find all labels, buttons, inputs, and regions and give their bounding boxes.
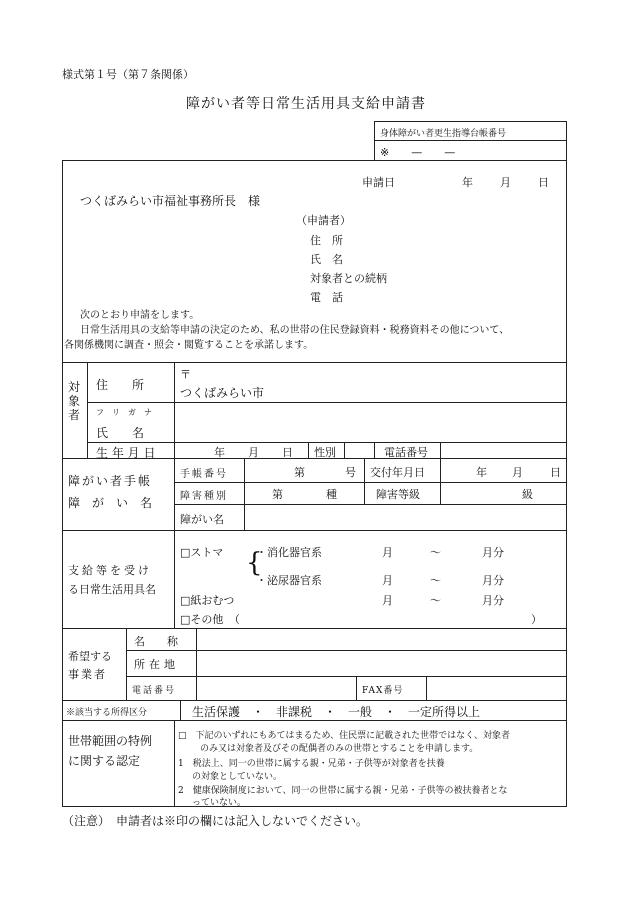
footer-note: （注意） 申請者は※印の欄には記入しないでください。 [62,814,369,828]
special-line-6: っていない。 [192,798,247,808]
dob-day: 日 [282,446,293,459]
form-number: 様式第１号（第７条関係） [62,68,194,81]
register-number-value: ※ — — [380,146,456,159]
subject-name-label: 氏 名 [96,426,145,440]
urinary-option: ・泌尿器官系 [256,574,322,587]
special-checkbox-line[interactable]: □ 下記のいずれにもあてはまるため、住民票に記載された世帯ではなく、対象者 [178,731,510,741]
date-day: 日 [538,176,549,189]
urinary-tilde: 〜 [430,574,441,587]
applicant-heading: （申請者） [296,214,351,227]
disability-type-label: 障害種別 [180,491,228,502]
dob-month: 月 [248,446,259,459]
postal-mark: 〒 [180,368,191,381]
subject-phone-label: 電話番号 [384,446,428,459]
application-date-label: 申請日 [362,176,395,189]
disability-name-label: 障がい名 [180,513,224,526]
digestive-month-from: 月 [382,546,393,559]
diaper-month-to: 月分 [482,594,504,607]
special-line-2: のみ又は対象者及びその配偶者のみの世帯とすることを申請します。 [200,744,479,754]
provider-section-label: 希望する [68,650,112,663]
digestive-option: ・消化器官系 [256,546,322,559]
dob-year: 年 [214,446,225,459]
stoma-checkbox[interactable]: □ストマ [180,546,224,559]
special-line-5: 2 健康保険制度において、同一の世帯に属する親・兄弟・子供等の被扶養者とな [178,786,508,796]
stoma-brace: { [246,548,263,578]
disability-section-label: 障 が い 名 [68,496,153,510]
dob-label: 生 年 月 日 [96,446,156,460]
sex-label: 性別 [314,446,336,459]
urinary-month-to: 月分 [482,574,504,587]
urinary-month-from: 月 [382,574,393,587]
income-options[interactable]: 生活保護 ・ 非課税 ・ 一般 ・ 一定所得以上 [192,705,481,719]
supplies-section-label-2: る日常生活用具名 [68,583,156,596]
special-section-label-2: に関する認定 [68,754,141,768]
statement-consent-1: 日常生活用具の支給等申請の決定のため、私の世帯の住民登録資料・税務資料その他について、 [80,325,510,336]
applicant-name-label: 氏 名 [310,253,343,266]
diaper-tilde: 〜 [430,594,441,607]
applicant-relation-label: 対象者との続柄 [310,272,387,285]
provider-section-label-2: 事業者 [68,668,107,681]
page-title: 障がい者等日常生活用具支給申請書 [186,96,426,112]
handbook-number-suffix: 号 [345,466,356,479]
disability-type-prefix: 第 [272,488,283,501]
provider-location-label: 所在地 [134,658,179,671]
other-close: ） [531,613,542,626]
addressee: つくばみらい市福祉事務所長 様 [80,194,261,208]
statement-consent-2: 各関係機関に調査・照会・閲覧することを承諾します。 [64,340,314,351]
special-line-4: の対象としていない。 [192,772,283,782]
disability-grade-suffix: 級 [522,488,533,501]
subject-section-label: 対象者 [68,380,81,422]
supplies-section-label: 支給等を受け [68,564,152,577]
statement-intro: 次のとおり申請をします。 [80,310,200,321]
date-month: 月 [500,176,511,189]
register-number-label: 身体障がい者更生指導台帳番号 [380,129,507,139]
issue-year: 年 [476,466,487,479]
issue-date-label: 交付年月日 [370,466,425,479]
provider-phone-label: 電話番号 [132,686,177,696]
disability-type-suffix: 種 [326,488,337,501]
income-label: ※該当する所得区分 [66,708,148,718]
date-year: 年 [462,176,473,189]
provider-name-label: 名 称 [134,635,178,648]
furigana-label: フ リ ガ ナ [96,408,152,417]
handbook-number-prefix: 第 [294,466,305,479]
special-line-3: 1 税法上、同一の世帯に属する親・兄弟・子供等が対象者を扶養 [178,759,445,769]
subject-address-label: 住 所 [96,378,145,392]
issue-month: 月 [512,466,523,479]
handbook-number-label: 手帳番号 [180,469,228,480]
applicant-phone-label: 電 話 [310,291,343,304]
issue-day: 日 [550,466,561,479]
digestive-tilde: 〜 [430,546,441,559]
other-checkbox[interactable]: □その他 （ [180,613,240,626]
diaper-month-from: 月 [382,594,393,607]
diaper-checkbox[interactable]: □紙おむつ [180,594,235,607]
digestive-month-to: 月分 [482,546,504,559]
handbook-section-label: 障がい者手帳 [68,474,153,488]
subject-city: つくばみらい市 [180,386,265,400]
applicant-address-label: 住 所 [310,234,343,247]
disability-grade-label: 障害等級 [376,488,420,501]
special-section-label: 世帯範囲の特例 [68,734,153,748]
provider-fax-label: FAX番号 [362,686,404,696]
